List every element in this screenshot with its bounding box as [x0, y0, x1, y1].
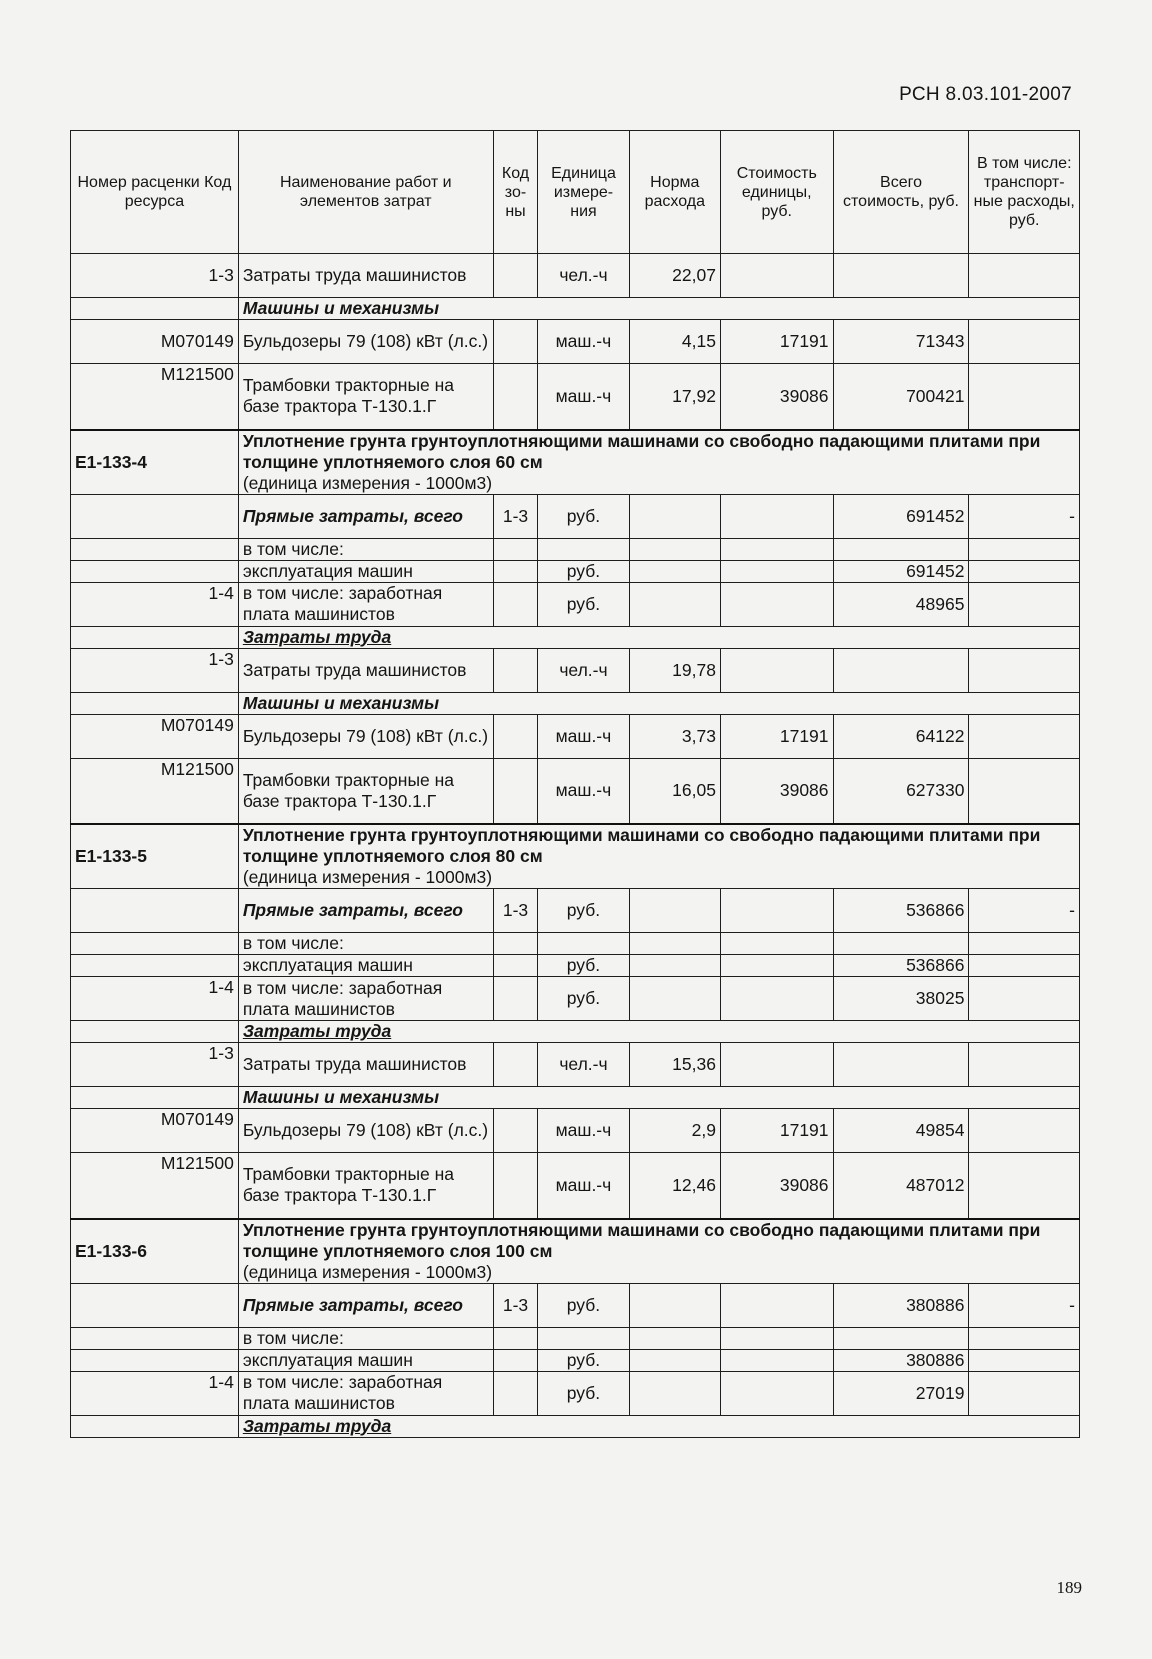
table-row: 1-3 Затраты труда машинистов чел.-ч 22,07 [71, 254, 1080, 298]
header-unit-cost: Стоимость единицы, руб. [720, 131, 833, 254]
section-header: Е1-133-5 Уплотнение грунта грунтоуплотняющими машинами со свободно падающими плитами при толщине уплотняемого слоя 80 см (единица измерения - 1000м3) [71, 824, 1080, 889]
header-rate-code: Номер расценки Код ресурса [71, 131, 239, 254]
page-number: 189 [1056, 1578, 1082, 1597]
table-row: М070149 Бульдозеры 79 (108) кВт (л.с.) маш.-ч 4,15 17191 71343 [71, 320, 1080, 364]
table-row: Машины и механизмы [71, 298, 1080, 320]
header-transport: В том числе: транспорт-ные расходы, руб. [969, 131, 1080, 254]
table-row: М070149 Бульдозеры 79 (108) кВт (л.с.) маш.-ч 3,73 17191 64122 [71, 714, 1080, 758]
table-row: эксплуатация машин руб. 691452 [71, 560, 1080, 582]
table-row: М121500 Трамбовки тракторные на базе трактора Т-130.1.Г маш.-ч 12,46 39086 487012 [71, 1153, 1080, 1219]
header-total-cost: Всего стоимость, руб. [833, 131, 969, 254]
table-row: Прямые затраты, всего 1-3 руб. 691452 - [71, 494, 1080, 538]
table-row: 1-4 в том числе: заработная плата машинистов руб. 48965 [71, 582, 1080, 626]
table-row: Прямые затраты, всего 1-3 руб. 380886 - [71, 1283, 1080, 1327]
table-row: в том числе: [71, 933, 1080, 955]
header-zone: Код зо-ны [493, 131, 538, 254]
table-row: Затраты труда [71, 626, 1080, 648]
table-row: 1-4 в том числе: заработная плата машинистов руб. 38025 [71, 977, 1080, 1021]
rates-table [70, 130, 1080, 1438]
header-name: Наименование работ и элементов затрат [238, 131, 493, 254]
table-row: Машины и механизмы [71, 692, 1080, 714]
table-row: 1-3 Затраты труда машинистов чел.-ч 19,78 [71, 648, 1080, 692]
header-unit: Единица измере-ния [538, 131, 629, 254]
table-row: 1-4 в том числе: заработная плата машинистов руб. 27019 [71, 1371, 1080, 1415]
header-row [71, 131, 1080, 254]
table-row: в том числе: [71, 538, 1080, 560]
section-header: Е1-133-6 Уплотнение грунта грунтоуплотняющими машинами со свободно падающими плитами при толщине уплотняемого слоя 100 см (единица измерения - 1000м3) [71, 1219, 1080, 1284]
table-row: М070149 Бульдозеры 79 (108) кВт (л.с.) маш.-ч 2,9 17191 49854 [71, 1109, 1080, 1153]
table-row: 1-3 Затраты труда машинистов чел.-ч 15,36 [71, 1043, 1080, 1087]
table-row: Машины и механизмы [71, 1087, 1080, 1109]
table-row: Прямые затраты, всего 1-3 руб. 536866 - [71, 889, 1080, 933]
table-row: Затраты труда [71, 1021, 1080, 1043]
table-row: в том числе: [71, 1327, 1080, 1349]
header-norm: Норма расхода [629, 131, 720, 254]
document-code: РСН 8.03.101-2007 [899, 84, 1072, 105]
table-row: М121500 Трамбовки тракторные на базе трактора Т-130.1.Г маш.-ч 16,05 39086 627330 [71, 758, 1080, 824]
table-row: Затраты труда [71, 1415, 1080, 1437]
section-header: Е1-133-4 Уплотнение грунта грунтоуплотняющими машинами со свободно падающими плитами при толщине уплотняемого слоя 60 см (единица измерения - 1000м3) [71, 430, 1080, 495]
table-row: эксплуатация машин руб. 536866 [71, 955, 1080, 977]
table-row: эксплуатация машин руб. 380886 [71, 1349, 1080, 1371]
table-row: М121500 Трамбовки тракторные на базе трактора Т-130.1.Г маш.-ч 17,92 39086 700421 [71, 364, 1080, 430]
